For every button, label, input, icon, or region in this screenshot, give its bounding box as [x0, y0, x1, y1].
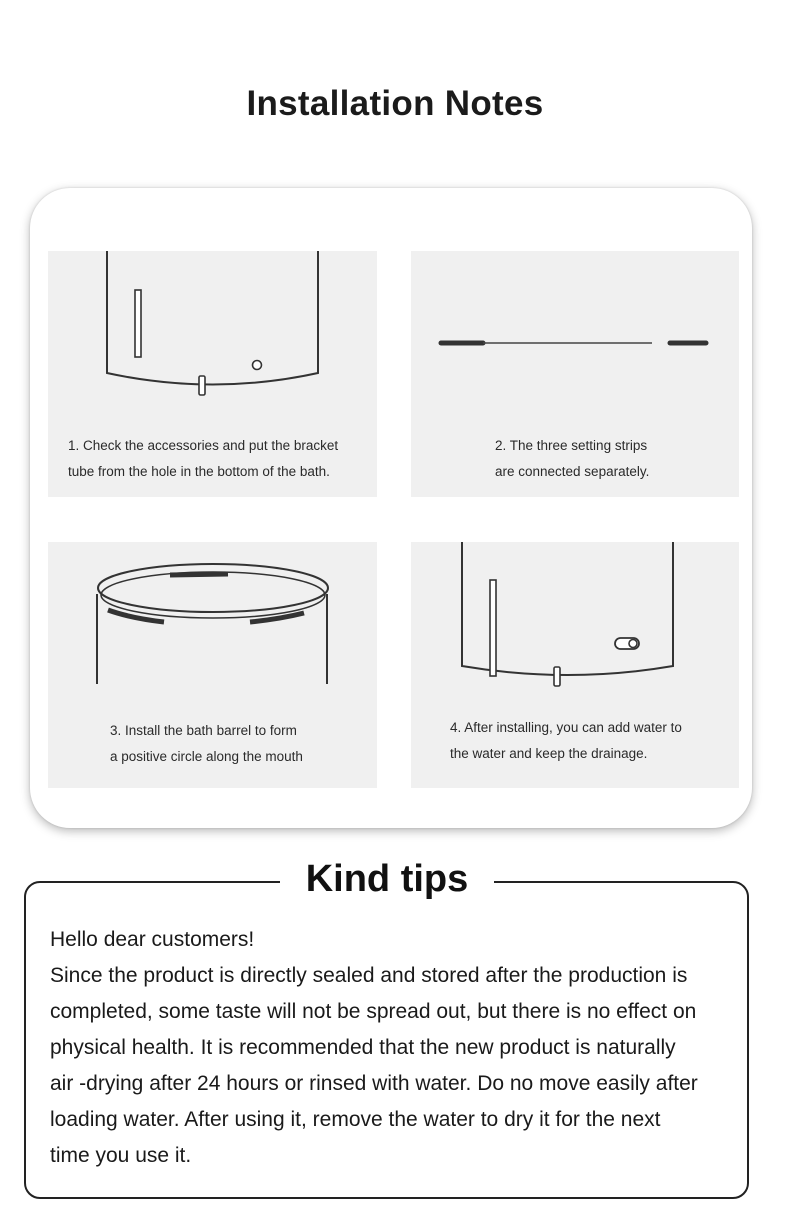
step-3-panel — [48, 542, 377, 788]
page-title: Installation Notes — [246, 84, 544, 123]
kind-tips-heading-wrap — [280, 853, 494, 905]
tips-line: time you use it. — [50, 1144, 192, 1167]
step-2-panel — [411, 251, 739, 497]
step-1-panel — [48, 251, 377, 497]
step-4-description: 4. After installing, you can add water to the water and keep the drainage. — [450, 720, 682, 761]
tips-line: completed, some taste will not be spread out, but there is no effect on — [50, 1000, 697, 1023]
kind-tips-content — [50, 922, 740, 1174]
step-1-description: 1. Check the accessories and put the bracket tube from the hole in the bottom of the bath. — [68, 438, 339, 479]
step-4-panel — [411, 542, 739, 788]
tips-line: loading water. After using it, remove the water to dry it for the next — [50, 1108, 661, 1131]
tips-line: physical health. It is recommended that the new product is naturally — [50, 1036, 676, 1059]
tips-line: Since the product is directly sealed and stored after the production is — [50, 964, 688, 987]
step-3-description: 3. Install the bath barrel to form a positive circle along the mouth — [110, 723, 303, 764]
tips-line: air -drying after 24 hours or rinsed with water. Do no move easily after — [50, 1072, 698, 1095]
step-2-description: 2. The three setting strips are connected separately. — [495, 438, 650, 479]
kind-tips-title: Kind tips — [305, 858, 469, 900]
tips-greeting: Hello dear customers! — [50, 928, 255, 951]
